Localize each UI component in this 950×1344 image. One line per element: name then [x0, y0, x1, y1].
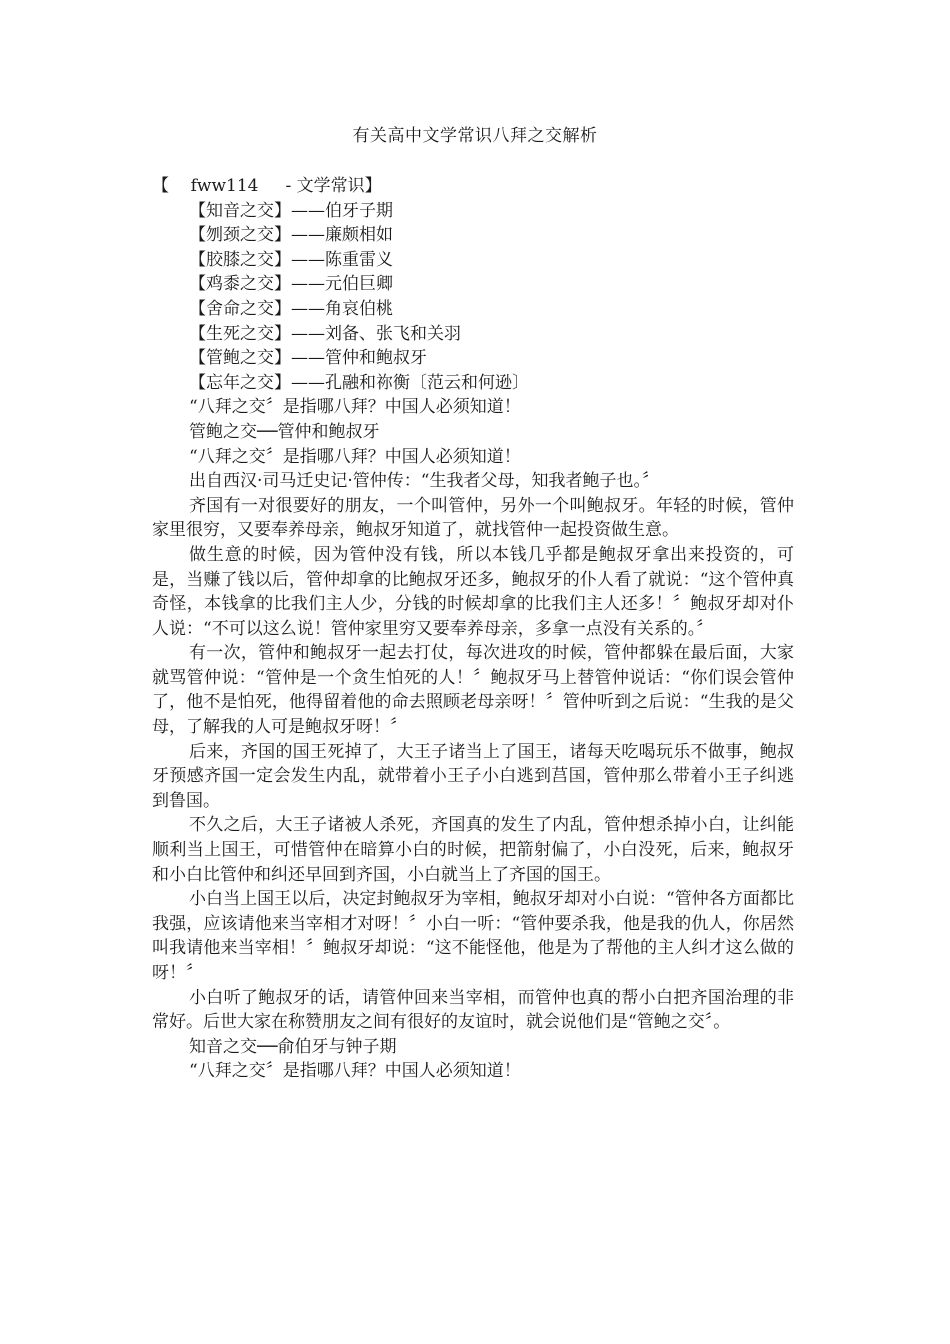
paragraph: 做生意的时候，因为管仲没有钱，所以本钱几乎都是鲍叔牙拿出来投资的，可是，当赚了钱以后，管仲却拿的比鲍叔牙还多，鲍叔牙的仆人看了就说：“这个管仲真奇怪，本钱拿的比我们主人少，分钱的时候却拿的比我们主人还多！〞鲍叔牙却对仆人说：“不可以这么说！管仲家里穷又要奉养母亲，多拿一点没有关系的。〞 [152, 544, 794, 639]
paragraph: 有一次，管仲和鲍叔牙一起去打仗，每次进攻的时候，管仲都躲在最后面，大家就骂管仲说：“管仲是一个贪生怕死的人！〞鲍叔牙马上替管仲说话：“你们误会管仲了，他不是怕死，他得留着他的命去照顾老母亲呀！〞管仲听到之后说：“生我的是父母，了解我的人可是鲍叔牙呀！〞 [152, 643, 794, 738]
friendship-list [152, 199, 794, 396]
source-line: 【 fww114 - 文学常识】 [152, 176, 382, 196]
paragraph: “八拜之交〞是指哪八拜？中国人必须知道！ [189, 446, 521, 467]
paragraph: 齐国有一对很要好的朋友，一个叫管仲，另外一个叫鲍叔牙。年轻的时候，管仲家里很穷，又要奉养母亲，鲍叔牙知道了，就找管仲一起投资做生意。 [152, 495, 794, 541]
list-item: 【刎颈之交】——廉颇相如 [189, 225, 393, 246]
paragraph: 小白听了鲍叔牙的话，请管仲回来当宰相，而管仲也真的帮小白把齐国治理的非常好。后世大家在称赞朋友之间有很好的友谊时，就会说他们是“管鲍之交〞。 [152, 987, 794, 1033]
section-heading: 管鲍之交──管仲和鲍叔牙 [189, 421, 380, 442]
paragraph: 后来，齐国的国王死掉了，大王子诸当上了国王，诸每天吃喝玩乐不做事，鲍叔牙预感齐国一定会发生内乱，就带着小王子小白逃到莒国，管仲那么带着小王子纠逃到鲁国。 [152, 741, 794, 811]
list-item: 【生死之交】——刘备、张飞和关羽 [189, 323, 461, 344]
list-item: 【管鲍之交】——管仲和鲍叔牙 [189, 348, 427, 369]
list-item: 【舍命之交】——角哀伯桃 [189, 298, 393, 319]
document-title: 有关高中文学常识八拜之交解析 [352, 126, 598, 146]
section-heading: 知音之交──俞伯牙与钟子期 [189, 1036, 397, 1057]
document-body [152, 174, 794, 1084]
paragraph: 小白当上国王以后，决定封鲍叔牙为宰相，鲍叔牙却对小白说：“管仲各方面都比我强，应该请他来当宰相才对呀！〞小白一听：“管仲要杀我，他是我的仇人，你居然叫我请他来当宰相！〞鲍叔牙却说：“这不能怪他，他是为了帮他的主人纠才这么做的呀！〞 [152, 889, 794, 983]
paragraph: “八拜之交〞是指哪八拜？中国人必须知道！ [189, 397, 521, 418]
paragraph: “八拜之交〞是指哪八拜？中国人必须知道！ [189, 1061, 521, 1082]
list-item: 【鸡黍之交】——元伯巨卿 [189, 274, 393, 295]
article-text [152, 395, 794, 1084]
list-item: 【知音之交】——伯牙子期 [189, 200, 393, 221]
paragraph: 出自西汉·司马迁史记·管仲传：“生我者父母，知我者鲍子也。〞 [189, 471, 659, 492]
list-item: 【胶膝之交】——陈重雷义 [189, 249, 393, 270]
paragraph: 不久之后，大王子诸被人杀死，齐国真的发生了内乱，管仲想杀掉小白，让纠能顺利当上国王，可惜管仲在暗算小白的时候，把箭射偏了，小白没死，后来，鲍叔牙和小白比管仲和纠还早回到齐国，小白就当上了齐国的国王。 [152, 815, 794, 885]
list-item: 【忘年之交】——孔融和祢衡〔范云和何逊〕 [189, 372, 529, 393]
